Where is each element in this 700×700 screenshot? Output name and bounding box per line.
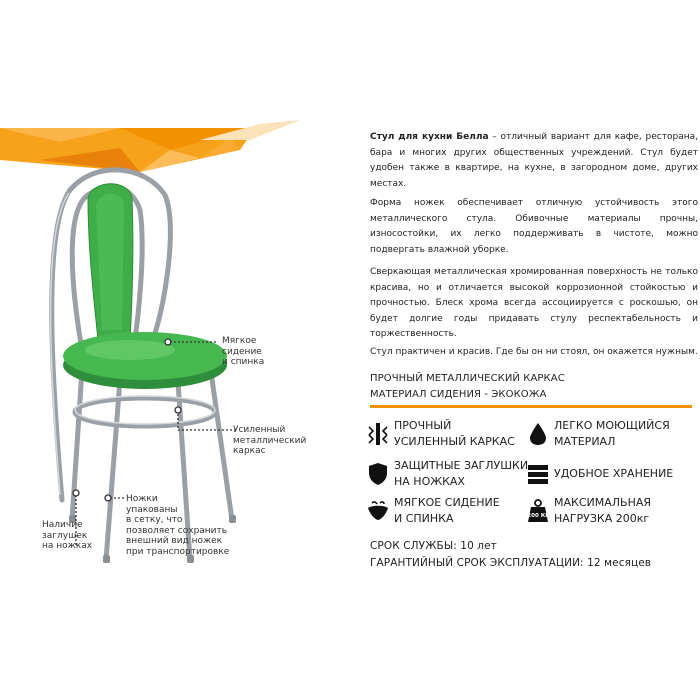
weight-icon <box>526 499 550 523</box>
feature-label: УСИЛЕННЫЙ КАРКАС <box>394 435 515 448</box>
description-paragraph-4: Стул практичен и красив. Где бы он ни стоял, он окажется нужным. <box>370 347 698 357</box>
callout-text: Мягкое <box>222 336 257 346</box>
callout-text: и спинка <box>222 357 265 367</box>
feature-label: НА НОЖКАХ <box>394 475 465 488</box>
weight-badge-text: 200 КГ <box>527 513 549 519</box>
reinforced-frame-icon <box>366 422 390 446</box>
callout-text: Усиленный <box>233 425 286 435</box>
description-paragraph-2: Форма ножек обеспечивает отличную устойчивость этого металлического стула. Обивочные материалы прочны, износостойки, их легко поддерживать в чистоте, можно подвергать влажной уборке. <box>370 198 698 255</box>
feature-protective-caps <box>366 458 528 490</box>
callout-text: на ножках <box>42 541 93 551</box>
feature-soft-seat <box>366 495 500 527</box>
shield-icon <box>366 462 390 486</box>
soft-cushion-icon <box>366 499 390 523</box>
callout-frame <box>233 425 306 457</box>
stacked-chairs-icon <box>526 462 550 486</box>
callout-text: внешний вид ножек <box>126 536 223 546</box>
callout-text: Наличие <box>42 520 83 530</box>
feature-storage <box>526 462 673 486</box>
description-paragraph-1 <box>370 130 698 192</box>
callout-text: Ножки <box>126 494 158 504</box>
callout-text: заглушек <box>42 530 88 541</box>
callout-text: при транспортировке <box>126 546 230 557</box>
callout-soft-seat <box>222 336 264 368</box>
feature-label: МАТЕРИАЛ <box>554 435 616 448</box>
orange-divider <box>370 405 692 408</box>
warranty-period: ГАРАНТИЙНЫЙ СРОК ЭКСПЛУАТАЦИИ: 12 месяцев <box>370 557 652 569</box>
callout-text: сидение <box>222 346 262 357</box>
feature-label: НАГРУЗКА 200кг <box>554 512 650 525</box>
description-text: – отличный вариант для кафе, ресторана, бара и многих других общественных учреждений. Стул будет удобен также в квартире, на кухне, в загородном доме, других местах. <box>370 132 698 189</box>
feature-label: ЗАЩИТНЫЕ ЗАГЛУШКИ <box>394 459 529 472</box>
callout-text: упакованы <box>126 504 178 515</box>
service-life: СРОК СЛУЖБЫ: 10 лет <box>370 540 497 552</box>
feature-label: И СПИНКА <box>394 512 454 525</box>
feature-label: МАКСИМАЛЬНАЯ <box>554 496 652 509</box>
callout-leg-caps <box>42 520 92 552</box>
feature-label: ПРОЧНЫЙ <box>394 419 452 432</box>
feature-label: ЛЕГКО МОЮЩИЙСЯ <box>554 419 670 432</box>
callout-text: в сетку, что <box>126 515 183 525</box>
feature-label: МЯГКОЕ СИДЕНИЕ <box>394 496 500 509</box>
description-paragraph-3: Сверкающая металлическая хромированная поверхность не только красива, но и отличается высокой коррозионной стойкостью и прочностью. Блеск хрома всегда ассоциируется с роскошью, он будет долгие годы придавать стулу респектабельность и торжественность. <box>370 267 698 339</box>
callout-text: каркас <box>233 446 266 456</box>
callout-legs-packed <box>126 494 229 557</box>
feature-strong-frame <box>366 418 515 450</box>
feature-label: УДОБНОЕ ХРАНЕНИЕ <box>554 467 674 480</box>
header-material: МАТЕРИАЛ СИДЕНИЯ - ЭКОКОЖА <box>370 389 547 400</box>
callout-text: позволяет сохранить <box>126 525 228 536</box>
feature-max-load <box>526 495 651 527</box>
feature-washable <box>526 418 670 450</box>
callout-text: металлический <box>233 435 307 446</box>
water-drop-icon <box>526 422 550 446</box>
header-frame: ПРОЧНЫЙ МЕТАЛЛИЧЕСКИЙ КАРКАС <box>370 373 565 384</box>
product-name: Стул для кухни Белла <box>370 132 489 142</box>
